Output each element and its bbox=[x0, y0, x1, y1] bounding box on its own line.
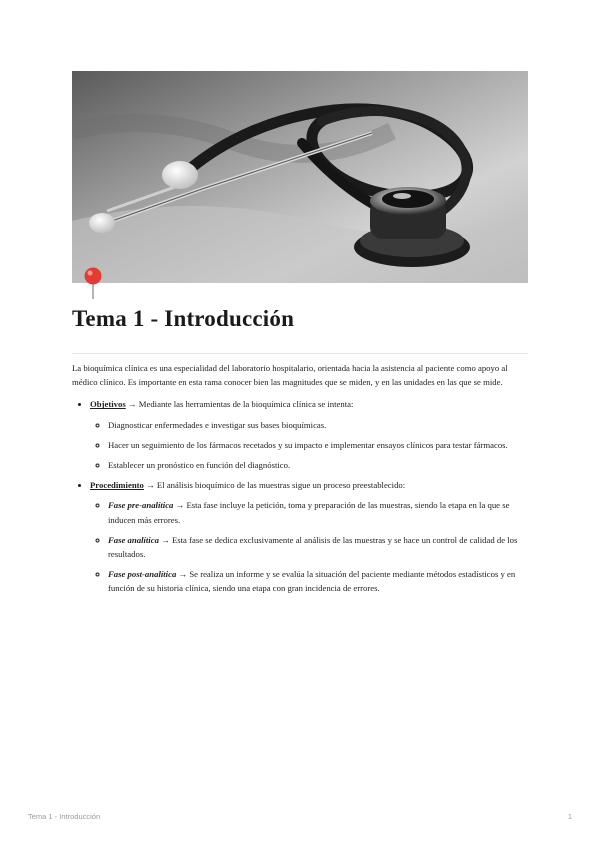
page-number: 1 bbox=[567, 812, 572, 821]
list-item: ◦ Diagnosticar enfermedades e investigar sus bases bioquímicas. bbox=[108, 418, 528, 432]
pushpin-icon bbox=[82, 266, 104, 300]
objetivos-sublist bbox=[90, 418, 528, 473]
phase-label: Fase pre-analítica bbox=[108, 500, 174, 511]
phase-label: Fase analítica bbox=[108, 534, 159, 545]
main-list bbox=[72, 397, 528, 595]
phase-label: Fase post-analítica bbox=[108, 569, 177, 580]
list-item: ◦ Establecer un pronóstico en función del diagnóstico. bbox=[108, 458, 528, 472]
list-item bbox=[108, 498, 528, 526]
page-content bbox=[72, 361, 528, 602]
procedimiento-sublist bbox=[90, 498, 528, 595]
page-title: Tema 1 - Introducción bbox=[72, 306, 295, 331]
list-item: ◦ Hacer un seguimiento de los fármacos recetados y su impacto e implementar ensayos clínicos para testar fármacos. bbox=[108, 438, 528, 452]
phase-text: → Se realiza un informe y se evalúa la situación del paciente mediante métodos estadísticos y en función de su historia clínica, siendo una etapa con gran incidencia de errores. bbox=[108, 569, 516, 594]
list-item-procedimiento bbox=[90, 478, 528, 595]
procedimiento-text: → El análisis bioquímico de las muestras sigue un proceso preestablecido: bbox=[143, 480, 406, 491]
footer-title: Tema 1 - Introducción bbox=[28, 812, 101, 821]
title-divider bbox=[72, 353, 528, 354]
objetivos-label: Objetivos bbox=[90, 399, 126, 410]
objetivos-text: → Mediante las herramientas de la bioquímica clínica se intenta: bbox=[125, 399, 354, 410]
list-item bbox=[108, 533, 528, 561]
phase-text: → Esta fase incluye la petición, toma y preparación de las muestras, siendo la etapa en la que se inducen más errores. bbox=[108, 500, 510, 525]
list-item-objetivos bbox=[90, 397, 528, 472]
phase-text: → Esta fase se dedica exclusivamente al análisis de las muestras y se hace un control de calidad de los resultados. bbox=[108, 534, 518, 560]
cover-image bbox=[72, 71, 528, 283]
procedimiento-label: Procedimiento bbox=[90, 480, 144, 491]
intro-paragraph: La bioquímica clínica es una especialidad del laboratorio hospitalario, orientada hacia la asistencia al paciente como apoyo al médico clínico. Es importante en esta rama conocer bien las magnitudes que se miden, y en las unidades en las que se mide. bbox=[72, 363, 508, 388]
stethoscope-photo bbox=[72, 71, 528, 283]
list-item bbox=[108, 567, 528, 595]
